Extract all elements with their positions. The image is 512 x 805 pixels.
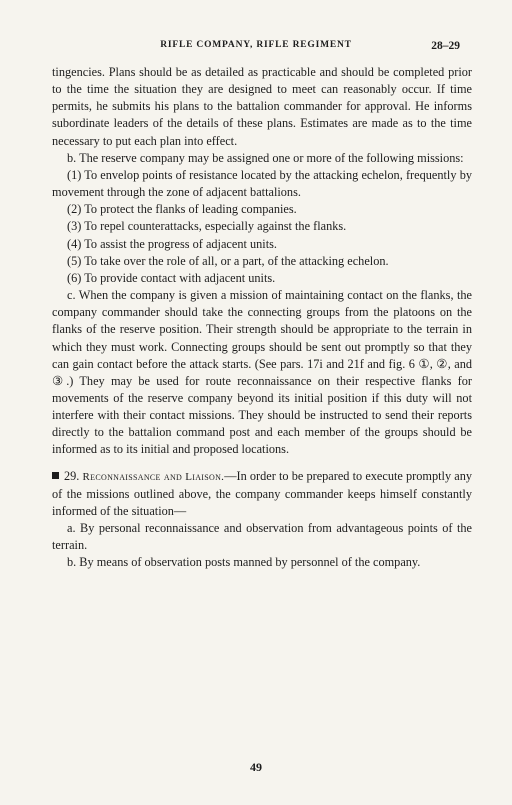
running-head: RIFLE COMPANY, RIFLE REGIMENT <box>160 40 352 50</box>
mission-4: (4) To assist the progress of adjacent units. <box>67 236 277 251</box>
section-number: 29. <box>64 468 80 483</box>
mission-6: (6) To provide contact with adjacent units. <box>67 270 276 285</box>
paragraph-continuation: tingencies. Plans should be as detailed as practicable and should be completed prior to the time the situation they are designed to meet can reasonably occur. If time permits, he submits his plans to the battalion commander for approval. He informs subordinate leaders of the details of these plans. Estimates are made as to the time necessary to put each plan into effect. <box>52 65 472 148</box>
mission-3: (3) To repel counterattacks, especially against the flanks. <box>67 219 347 234</box>
section-marker-icon <box>52 472 59 479</box>
section-29 <box>52 468 472 520</box>
mission-2: (2) To protect the flanks of leading companies. <box>67 202 297 217</box>
paragraph-b-2: b. By means of observation posts manned by personnel of the company. <box>67 555 421 570</box>
mission-5: (5) To take over the role of all, or a part, of the attacking echelon. <box>67 253 389 268</box>
page-header <box>52 40 460 52</box>
mission-1: (1) To envelop points of resistance located by the attacking echelon, frequently by movement through the zone of adjacent battalions. <box>52 167 472 200</box>
folio: 28–29 <box>431 40 460 52</box>
paragraph-b: b. The reserve company may be assigned one or more of the following missions: <box>67 150 464 165</box>
body-text <box>52 64 472 572</box>
section-text: —In order to be prepared to execute promptly any of the missions outlined above, the company commander keeps himself constantly informed of the situation— <box>52 468 472 518</box>
page-number: 49 <box>250 760 262 774</box>
paragraph-c: c. When the company is given a mission of maintaining contact on the flanks, the company commander should take the connecting groups from the platoons on the flanks of the reserve position. Their strength should be appropriate to the terrain in which they must work. Connecting groups should be sent out promptly so that they can gain contact before the attack starts. (See pars. 17i and 21f and fig. 6 ①, ②, and ③.) They may be used for route reconnaissance on their respective flanks for movements of the reserve company beyond its initial position if this duty will not interfere with their contact missions. They should be instructed to send their reports directly to the battalion command post and each member of the groups should be informed as to its initial and proposed locations. <box>52 288 472 457</box>
section-title: Reconnaissance and Liaison. <box>82 470 225 483</box>
paragraph-a: a. By personal reconnaissance and observation from advantageous points of the terrain. <box>52 521 472 553</box>
